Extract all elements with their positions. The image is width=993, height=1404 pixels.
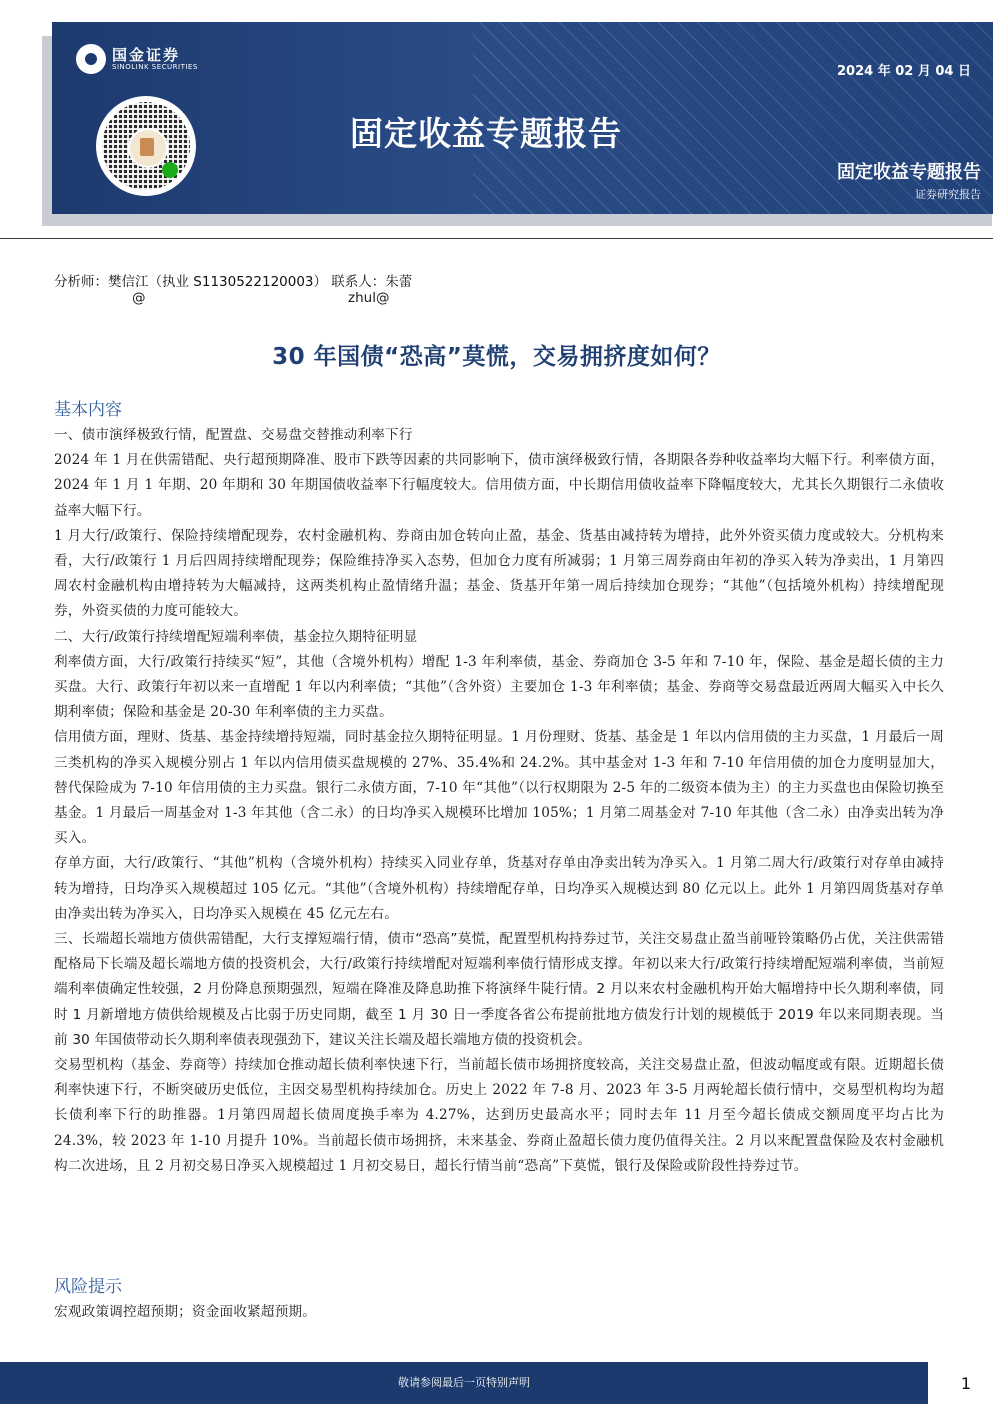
paragraph: 三、长端超长端地方债供需错配，大行支撑短端行情，债市“恐高”莫慌，配置型机构持券过节，关注交易盘止盈当前哑铃策略仍占优，关注供需错配格局下长端及超长端地方债的投资机会，大行/政策行持续增配对短端利率债行情形成支撑。年初以来大行/政策行持续增配短端利率债，当前短端利率债确定性较强，2 月份降息预期强烈，短端在降准及降息助推下将演绎牛陡行情。2 月以来农村金融机构开始大幅增持中长久期利率债，同时 1 月新增地方债供给规模及占比弱于历史同期，截至 1 月 30 日一季度各省公布提前批地方债发行计划的规模低于 2019 年以来同期表现。当前 30 年国债带动长久期利率债表现强劲下，建议关注长端及超长端地方债的投资机会。 (54, 931, 944, 1048)
logo-english-name: SINOLINK SECURITIES (112, 62, 198, 71)
basic-content-body (54, 423, 944, 1179)
mini-program-badge-icon (162, 162, 178, 178)
risk-text: 宏观政策调控超预期；资金面收紧超预期。 (54, 1304, 317, 1320)
paragraph: 交易型机构（基金、券商等）持续加仓推动超长债利率快速下行，当前超长债市场拥挤度较高，关注交易盘止盈，但波动幅度或有限。近期超长债利率快速下行，不断突破历史低位，主因交易型机构持续加仓。历史上 2022 年 7-8 月、2023 年 3-5 月两轮超长债行情中，交易型机构均为超长债利率下行的助推器。1月第四周超长债周度换手率为 4.27%，达到历史最高水平；同时去年 11 月至今超长债成交额周度平均占比为 24.3%，较 2023 年 1-10 月提升 10%。当前超长债市场拥挤，未来基金、券商止盈超长债力度仍值得关注。2 月以来配置盘保险及农村金融机构二次进场，且 2 月初交易日净买入规模超过 1 月初交易日，超长行情当前“恐高”下莫慌，银行及保险或阶段性持券过节。 (54, 1057, 944, 1174)
risk-body (54, 1300, 944, 1325)
paragraph: 二、大行/政策行持续增配短端利率债，基金拉久期特征明显 (54, 628, 418, 645)
analyst-info (54, 273, 412, 291)
paragraph: 2024 年 1 月在供需错配、央行超预期降准、股市下跌等因素的共同影响下，债市演绎极致行情，各期限各券种收益率均大幅下行。利率债方面，2024 年 1 月 1 年期、20 年期和 30 年期国债收益率下行幅度较大。信用债方面，中长期信用债收益率下降幅度较大，尤其长久期银行二永债收益率大幅下行。 (54, 452, 944, 519)
risk-heading: 风险提示 (54, 1277, 122, 1297)
analyst-email: @ (132, 290, 146, 306)
header-category: 证券研究报告 (915, 188, 981, 201)
header-title: 固定收益专题报告 (350, 114, 622, 153)
qr-code-icon (96, 96, 196, 196)
paragraph: 信用债方面，理财、货基、基金持续增持短端，同时基金拉久期特征明显。1 月份理财、货基、基金是 1 年以内信用债的主力买盘，1 月最后一周三类机构的净买入规模分别占 1 年以内信用债买盘规模的 27%、35.4%和 24.2%。其中基金对 1-3 年和 7-10 年信用债的加仓力度明显加大，替代保险成为 7-10 年信用债的主力买盘。银行二永债方面，7-10 年“其他”（以行权期限为 2-5 年的二级资本债为主）的主力买盘也由保险切换至基金。1 月最后一周基金对 1-3 年其他（含二永）的日均净买入规模环比增加 105%；1 月第二周基金对 7-10 年其他（含二永）由净卖出转为净买入。 (54, 729, 944, 847)
company-logo (76, 44, 198, 74)
paragraph: 一、债市演绎极致行情，配置盘、交易盘交替推动利率下行 (54, 427, 413, 443)
contact-email: zhul@ (348, 290, 390, 306)
footer-notice: 敬请参阅最后一页特别声明 (0, 1362, 928, 1404)
analyst-line: 分析师：樊信江（执业 S1130522120003） 联系人：朱蕾 (54, 274, 413, 290)
logo-mark-icon (76, 44, 106, 74)
report-title: 30 年国债“恐高”莫慌，交易拥挤度如何？ (272, 344, 721, 370)
header-divider (0, 238, 993, 239)
header-subtitle: 固定收益专题报告 (837, 162, 981, 183)
header-shadow-bottom (42, 214, 992, 226)
qr-center-logo-icon (128, 128, 168, 168)
basic-content-heading: 基本内容 (54, 400, 122, 420)
page-number: 1 (960, 1374, 971, 1393)
logo-chinese-name: 国金证券 (112, 45, 181, 64)
report-date: 2024 年 02 月 04 日 (837, 64, 971, 79)
paragraph: 1 月大行/政策行、保险持续增配现券，农村金融机构、券商由加仓转向止盈，基金、货基由减持转为增持，此外外资买债力度或较大。分机构来看，大行/政策行 1 月后四周持续增配现券；保险维持净买入态势，但加仓力度有所减弱；1 月第三周券商由年初的净买入转为净卖出，1 月第四周农村金融机构由增持转为大幅减持，这两类机构止盈情绪升温；基金、货基开年第一周后持续加仓现券；“其他”（包括境外机构）持续增配现券，外资买债的力度可能较大。 (54, 527, 944, 620)
paragraph: 存单方面，大行/政策行、“其他”机构（含境外机构）持续买入同业存单，货基对存单由净卖出转为净买入。1 月第二周大行/政策行对存单由减持转为增持，日均净买入规模超过 105 亿元。“其他”（含境外机构）持续增配存单，日均净买入规模达到 80 亿元以上。此外 1 月第四周货基对存单由净卖出转为净买入，日均净买入规模在 45 亿元左右。 (54, 855, 944, 922)
paragraph: 利率债方面，大行/政策行持续买“短”，其他（含境外机构）增配 1-3 年利率债，基金、券商加仓 3-5 年和 7-10 年，保险、基金是超长债的主力买盘。大行、政策行年初以来一直增配 1 年以内利率债；“其他”（含外资）主要加仓 1-3 年利率债；基金、券商等交易盘最近两周大幅买入中长久期利率债；保险和基金是 20-30 年利率债的主力买盘。 (54, 653, 944, 721)
report-header (52, 22, 993, 214)
